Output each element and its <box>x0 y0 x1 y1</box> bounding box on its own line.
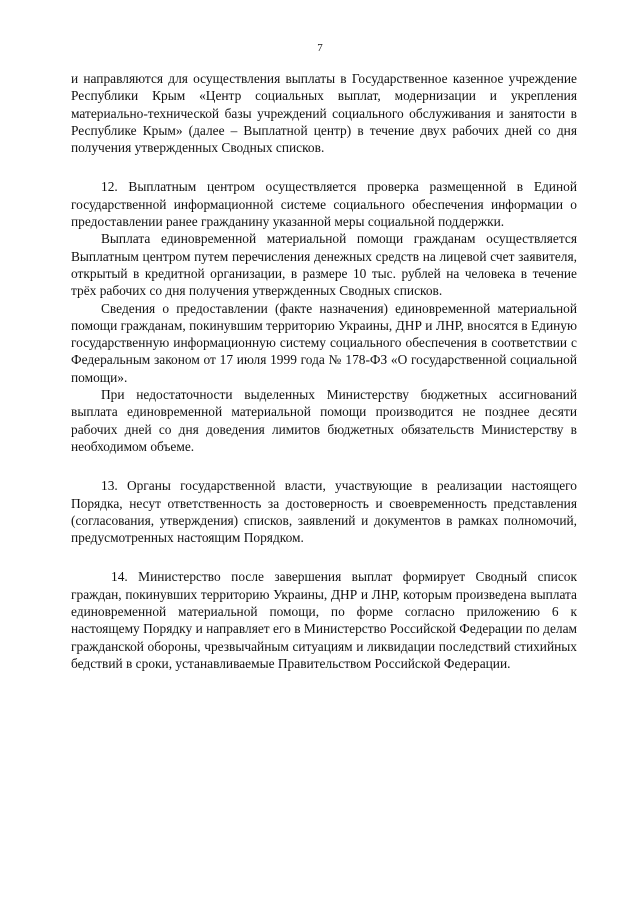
paragraph-item-13: 13. Органы государственной власти, участвующие в реализации настоящего Порядка, несут ответственность за достоверность и своевременность представления (согласования, утверждения) списков, заявлений и документов в рамках полномочий, предусмотренных настоящим Порядком. <box>71 478 577 546</box>
paragraph-item-14: 14. Министерство после завершения выплат формирует Сводный список граждан, покинувших территорию Украины, ДНР и ЛНР, которым произведена выплата единовременной материальной помощи, по форме согласно приложению 6 к настоящему Порядку и направляет его в Министерство Российской Федерации по делам гражданской обороны, чрезвычайным ситуациям и ликвидации последствий стихийных бедствий в сроки, устанавливаемые Правительством Российской Федерации. <box>71 569 577 671</box>
paragraph-gap <box>71 546 577 568</box>
paragraph-information: Сведения о предоставлении (факте назначения) единовременной материальной помощи гражданам, покинувшим территорию Украины, ДНР и ЛНР, вносятся в Единую государственную информационную систему социального обеспечения в соответствии с Федеральным законом от 17 июля 1999 года № 178-ФЗ «О государственной социальной помощи». <box>71 300 577 385</box>
paragraph-gap <box>71 156 577 178</box>
paragraph-gap <box>71 455 577 477</box>
paragraph-item-12: 12. Выплатным центром осуществляется проверка размещенной в Единой государственной информационной системе социального обеспечения информации о предоставлении ранее гражданину указанной меры социальной поддержки. <box>71 179 577 230</box>
page-number: 7 <box>317 42 323 54</box>
paragraph-payment: Выплата единовременной материальной помощи гражданам осуществляется Выплатным центром путем перечисления денежных средств на лицевой счет заявителя, открытый в кредитной организации, в размере 10 тыс. рублей на человека в течение трёх рабочих со дня получения утвержденных Сводных списков. <box>71 231 577 299</box>
paragraph-budget: При недостаточности выделенных Министерству бюджетных ассигнований выплата единовременной материальной помощи производится не позднее десяти рабочих дней со дня доведения лимитов бюджетных обязательств Министерству в необходимом объеме. <box>71 387 577 454</box>
document-body <box>71 70 577 672</box>
paragraph-continuation: и направляются для осуществления выплаты в Государственное казенное учреждение Республики Крым «Центр социальных выплат, модернизации и укрепления материально-технической базы учреждений социального обслуживания и занятости в Республике Крым» (далее – Выплатной центр) в течение двух рабочих дней со дня получения утвержденных Сводных списков. <box>71 71 577 156</box>
